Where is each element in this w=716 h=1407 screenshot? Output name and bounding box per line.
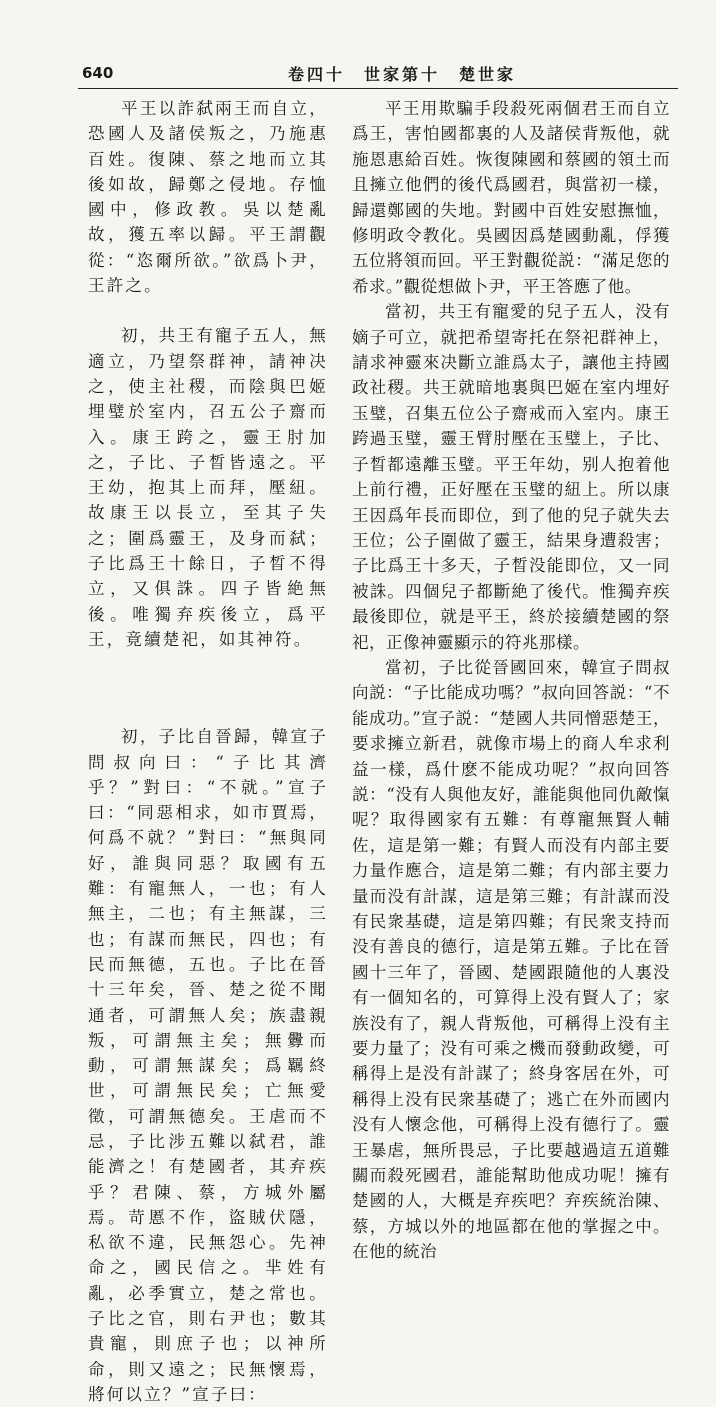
- classical-text-column: [88, 96, 328, 1407]
- running-head: 卷四十 世家第十 楚世家: [288, 65, 517, 84]
- translation-paragraph: 平王用欺騙手段殺死兩個君王而自立爲王，害怕國都裏的人及諸侯背叛他，就施恩惠給百姓。恢復陳國和蔡國的領土而且擁立他們的後代爲國君，與當初一樣，歸還鄭國的失地。對國中百姓安慰撫恤，修明政令教化。吳國因爲楚國動亂，俘獲五位將領而回。平王對觀從説：“滿足您的希求。”觀從想做卜尹，平王答應了他。: [352, 99, 670, 296]
- classical-paragraph: 初，共王有寵子五人，無適立，乃望祭群神，請神决之，使主社稷，而陰與巴姬埋璧於室内，召五公子齋而入。康王跨之，靈王肘加之，子比、子晳皆遠之。平王幼，抱其上而拜，壓紐。故康王以長立，至其子失之；圍爲靈王，及身而弑；子比爲王十餘日，子晳不得立，又俱誅。四子皆絶無後。唯獨弃疾後立，爲平王，竟續楚祀，如其神符。: [88, 326, 328, 649]
- translation-column: [352, 96, 670, 1265]
- page-header: [78, 60, 678, 86]
- classical-paragraph: 初，子比自晉歸，韓宣子問叔向曰：“子比其濟乎？”對曰：“不就。”宣子曰：“同惡相求，如市賈焉，何爲不就？”對曰：“無與同好，誰與同惡？取國有五難：有寵無人，一也；有人無主，二也；有主無謀，三也；有謀而無民，四也；有民而無德，五也。子比在晉十三年矣，晉、楚之從不聞通者，可謂無人矣；族盡親叛，可謂無主矣；無釁而動，可謂無謀矣；爲羈終世，可謂無民矣；亡無愛徵，可謂無德矣。王虐而不忌，子比涉五難以弑君，誰能濟之！有楚國者，其弃疾乎？君陳、蔡，方城外屬焉。苛慝不作，盜賊伏隱，私欲不違，民無怨心。先神命之，國民信之。芈姓有亂，必季實立，楚之常也。子比之官，則右尹也；數其貴寵，則庶子也；以神所命，則又遠之；民無懷焉，將何以立？”宣子曰：: [88, 727, 328, 1404]
- translation-paragraph: 當初，共王有寵愛的兒子五人，没有嫡子可立，就把希望寄托在祭祀群神上，請求神靈來决斷立誰爲太子，讓他主持國政社稷。共王就暗地裏與巴姬在室内埋好玉璧，召集五位公子齋戒而入室内。康王跨過玉璧，靈王臂肘壓在玉璧上，子比、子晳都遠離玉璧。平王年幼，别人抱着他上前行禮，正好壓在玉璧的紐上。所以康王因爲年長而即位，到了他的兒子就失去王位；公子圍做了靈王，結果身遭殺害；子比爲王十多天，子晳没能即位，又一同被誅。四個兒子都斷絶了後代。惟獨弃疾最後即位，就是平王，終於接續楚國的祭祀，正像神靈顯示的符兆那樣。: [352, 302, 670, 652]
- page-number: 640: [82, 64, 114, 82]
- translation-paragraph: 當初，子比從晉國回來，韓宣子問叔向説：“子比能成功嗎？”叔向回答説：“不能成功。”宣子説：“楚國人共同憎惡楚王，要求擁立新君，就像市場上的商人牟求利益一樣，爲什麽不能成功呢？”叔向回答説：“没有人與他友好，誰能與他同仇敵愾呢？取得國家有五難：有尊寵無賢人輔佐，這是第一難；有賢人而没有内部主要力量作應合，這是第二難；有内部主要力量而没有計謀，這是第三難；有計謀而没有民衆基礎，這是第四難；有民衆支持而没有善良的德行，這是第五難。子比在晉國十三年了，晉國、楚國跟隨他的人裏没有一個知名的，可算得上没有賢人了；家族没有了，親人背叛他，可稱得上没有主要力量了；没有可乘之機而發動政變，可稱得上是没有計謀了；終身客居在外，可稱得上没有民衆基礎了；逃亡在外而國内没有人懷念他，可稱得上没有德行了。靈王暴虐，無所畏忌，子比要越過這五道難關而殺死國君，誰能幫助他成功呢！擁有楚國的人，大概是弃疾吧？弃疾統治陳、蔡，方城以外的地區都在他的掌握之中。在他的統治: [352, 657, 670, 1262]
- header-rule: [78, 88, 678, 89]
- classical-paragraph: 平王以詐弑兩王而自立，恐國人及諸侯叛之，乃施惠百姓。復陳、蔡之地而立其後如故，歸鄭之侵地。存恤國中，修政教。吳以楚亂故，獲五率以歸。平王謂觀從：“恣爾所欲。”欲爲卜尹，王許之。: [88, 99, 328, 296]
